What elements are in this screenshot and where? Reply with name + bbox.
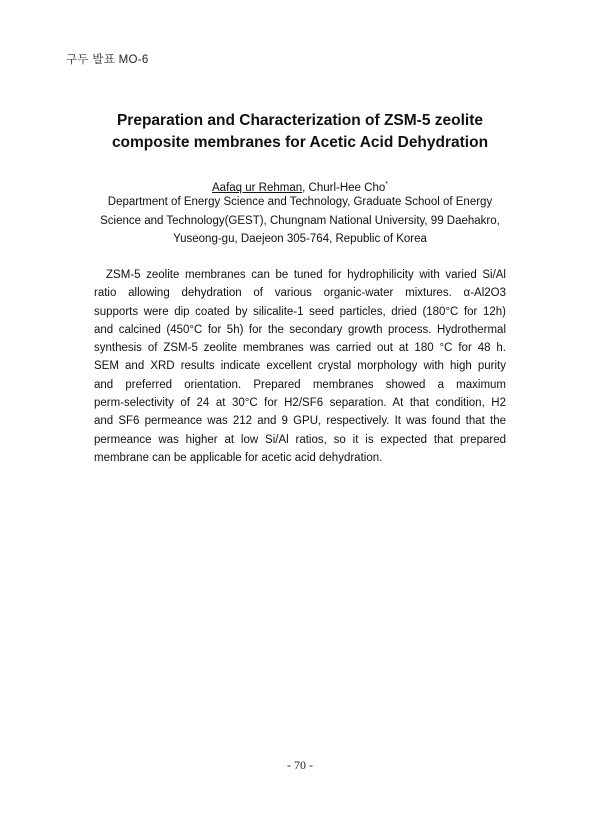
abstract-line: ZSM-5 zeolite membranes can be tuned for hydrophilicity with varied Si/Al bbox=[106, 269, 506, 281]
abstract-line: supports were dip coated by silicalite-1 seed particles, dried (180°C for 12h) bbox=[94, 305, 506, 318]
affiliation-line: Department of Energy Science and Technology, Graduate School of Energy bbox=[107, 196, 493, 208]
paper-title bbox=[90, 110, 510, 154]
abstract-line: ratio allowing dehydration of various organic-water mixtures. α-Al2O3 bbox=[94, 287, 506, 300]
abstract-line: perm-selectivity of 24 at 30°C for H2/SF6 separation. At that condition, H2 bbox=[94, 397, 506, 410]
abstract-line: permeance was higher at low Si/Al ratios, so it is expected that prepared bbox=[94, 433, 506, 446]
title-line: composite membranes for Acetic Acid Dehydration bbox=[111, 134, 489, 151]
title-line: Preparation and Characterization of ZSM-5 zeolite bbox=[116, 112, 484, 129]
author-separator: , bbox=[302, 181, 309, 194]
abstract-line: and preferred orientation. Prepared membranes showed a maximum bbox=[94, 378, 506, 391]
abstract-line: synthesis of ZSM-5 zeolite membranes was carried out at 180 °C for 48 h. bbox=[94, 342, 506, 355]
abstract-body bbox=[94, 266, 506, 467]
abstract-line: and calcined (450°C for 5h) for the secondary growth process. Hydrothermal bbox=[94, 323, 506, 336]
abstract-line: membrane can be applicable for acetic acid dehydration. bbox=[94, 451, 383, 464]
abstract-line: SEM and XRD results indicate excellent crystal morphology with high purity bbox=[94, 360, 506, 373]
coauthor: Churl-Hee Cho bbox=[308, 181, 386, 194]
affiliation bbox=[90, 193, 510, 249]
page-number: - 70 - bbox=[287, 758, 313, 772]
corresponding-author-mark: * bbox=[385, 181, 388, 188]
affiliation-line: Yuseong-gu, Daejeon 305-764, Republic of Korea bbox=[173, 233, 427, 245]
presenting-author: Aafaq ur Rehman bbox=[212, 181, 303, 194]
session-code: 구두 발표 MO-6 bbox=[66, 54, 149, 66]
abstract-line: and SF6 permeance was 212 and 9 GPU, respectively. It was found that the bbox=[94, 415, 506, 428]
affiliation-line: Science and Technology(GEST), Chungnam National University, 99 Daehakro, bbox=[100, 214, 500, 227]
